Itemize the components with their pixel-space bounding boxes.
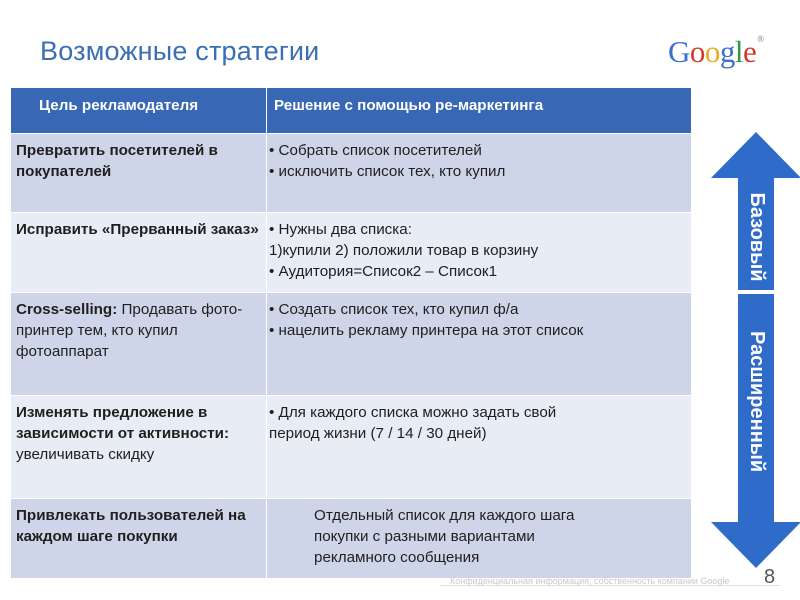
solution-cell — [266, 499, 691, 578]
solution-line: • Аудитория=Список2 – Список1 — [269, 263, 498, 280]
goal-bold: Cross-selling: — [16, 301, 118, 318]
solution-line: • нацелить рекламу принтера на этот список — [269, 322, 584, 339]
goal-cell — [11, 293, 266, 395]
solution-line: период жизни (7 / 14 / 30 дней) — [269, 425, 487, 442]
goal-rest: увеличивать скидку — [16, 446, 155, 463]
arrow-label-basic: Базовый — [746, 192, 768, 282]
goal-bold: Превратить посетителей в покупателей — [16, 142, 218, 180]
logo-letter: G — [668, 34, 690, 69]
solution-line: • Собрать список посетителей — [269, 142, 482, 159]
table-row — [11, 498, 691, 578]
level-arrow — [710, 130, 800, 570]
column-divider — [266, 499, 267, 578]
solution-line: покупки с разными вариантами — [314, 528, 535, 545]
column-divider — [266, 88, 267, 133]
header-goal: Цель рекламодателя — [39, 97, 199, 114]
goal-bold: Исправить «Прерванный заказ» — [16, 221, 259, 238]
solution-line: • Создать список тех, кто купил ф/а — [269, 301, 519, 318]
table-row — [11, 395, 691, 498]
column-divider — [266, 213, 267, 292]
table-header — [11, 88, 691, 133]
goal-cell — [11, 213, 266, 292]
footer-note: Конфиденциальная информация, собственность компании Google — [450, 576, 730, 586]
table-row — [11, 212, 691, 292]
solution-cell — [266, 134, 691, 212]
table-row — [11, 133, 691, 212]
slide-title: Возможные стратегии — [40, 36, 320, 66]
table-row — [11, 292, 691, 395]
solution-line: 1)купили 2) положили товар в корзину — [269, 242, 539, 259]
solution-cell — [266, 396, 691, 498]
page-number: 8 — [764, 566, 776, 588]
logo-letter: o — [689, 34, 705, 69]
logo-letter: g — [719, 34, 735, 69]
strategy-table — [11, 88, 691, 578]
goal-bold: Изменять предложение в зависимости от активности: — [16, 404, 230, 442]
goal-cell — [11, 134, 266, 212]
goal-bold: Привлекать пользователей на каждом шаге покупки — [16, 507, 246, 545]
solution-line: • исключить список тех, кто купил — [269, 163, 506, 180]
logo-trademark: ® — [757, 34, 764, 44]
solution-line: • Для каждого списка можно задать свой — [269, 404, 557, 421]
solution-line: рекламного сообщения — [314, 549, 480, 566]
column-divider — [266, 293, 267, 395]
goal-cell — [11, 499, 266, 578]
goal-rest: Продавать фото-принтер тем, кто купил фотоаппарат — [16, 301, 243, 360]
solution-line: • Нужны два списка: — [269, 221, 412, 238]
logo-letter: l — [734, 34, 744, 69]
solution-cell — [266, 213, 691, 292]
column-divider — [266, 396, 267, 498]
google-logo — [668, 34, 764, 70]
solution-cell — [266, 293, 691, 395]
logo-letter: o — [704, 34, 720, 69]
header-solution: Решение с помощью ре-маркетинга — [274, 97, 544, 114]
column-divider — [266, 134, 267, 212]
solution-line: Отдельный список для каждого шага — [314, 507, 575, 524]
goal-cell — [11, 396, 266, 498]
arrow-label-extended: Расширенный — [746, 331, 768, 473]
logo-letter: e — [743, 34, 757, 69]
